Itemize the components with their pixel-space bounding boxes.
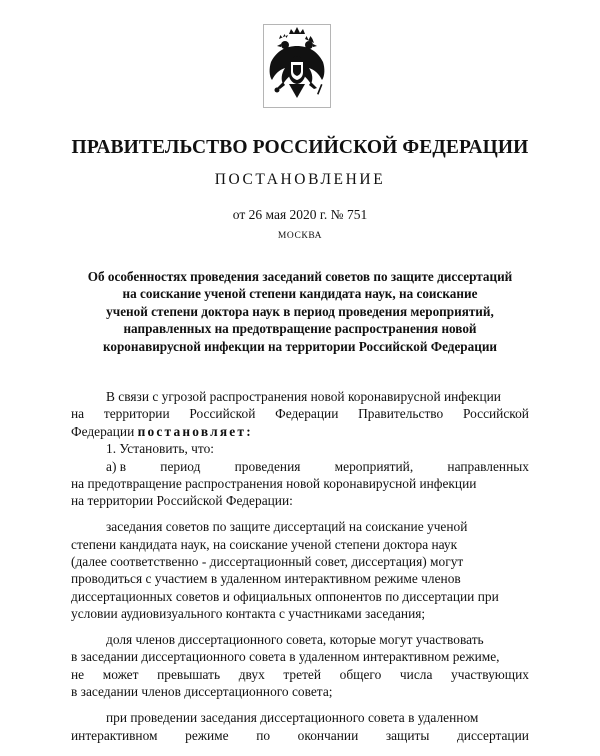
- word: участвующих: [451, 666, 529, 682]
- body-line: [71, 423, 529, 440]
- body-line: в заседании диссертационного совета в удаленном интерактивном режиме,: [71, 649, 500, 665]
- government-name: ПРАВИТЕЛЬСТВО РОССИЙСКОЙ ФЕДЕРАЦИИ: [71, 137, 529, 158]
- word: диссертации: [456, 727, 529, 743]
- body-line: при проведении заседания диссертационного совета в удаленном: [106, 710, 479, 726]
- word: окончании: [297, 727, 359, 743]
- body-line: заседания советов по защите диссертаций на соискание ученой: [106, 519, 468, 535]
- document-date-number: от 26 мая 2020 г. № 751: [232, 207, 368, 222]
- word: на: [71, 406, 85, 422]
- body-line: В связи с угрозой распространения новой коронавирусной инфекции: [106, 389, 501, 404]
- word: территории: [103, 406, 170, 422]
- body-text: Федерации: [71, 423, 138, 439]
- title-line: Об особенностях проведения заседаний советов по защите диссертаций: [87, 269, 513, 284]
- word: превышать: [157, 666, 221, 682]
- document-body: [71, 388, 529, 744]
- title-line: на соискание ученой степени кандидата наук, на соискание: [122, 286, 478, 302]
- word: режиме: [185, 727, 229, 743]
- body-line-justified: [71, 666, 529, 683]
- document-city: МОСКВА: [277, 231, 323, 241]
- body-line: (далее соответственно - диссертационный совет, диссертация) могут: [71, 554, 464, 570]
- word: интерактивном: [71, 727, 158, 743]
- body-line: на предотвращение распространения новой коронавирусной инфекции: [71, 475, 477, 491]
- russian-coat-of-arms-icon: [263, 24, 331, 108]
- word: Федерации: [275, 406, 339, 422]
- word: по: [256, 727, 271, 743]
- word: Российской: [462, 406, 529, 422]
- body-line: степени кандидата наук, на соискание ученой степени доктора наук: [71, 536, 458, 552]
- decree-keyword: постановляет:: [137, 423, 253, 439]
- word: третей: [283, 666, 322, 682]
- word: может: [102, 666, 139, 682]
- document-title: [60, 268, 540, 355]
- document-type: ПОСТАНОВЛЕНИЕ: [214, 171, 386, 188]
- body-line: диссертационных советов и официальных оппонентов по диссертации при: [71, 588, 499, 604]
- title-line: ученой степени доктора наук в период проведения мероприятий,: [106, 303, 494, 319]
- word: защиты: [385, 727, 430, 743]
- body-line: на территории Российской Федерации:: [71, 493, 293, 509]
- word: период: [160, 458, 201, 474]
- word: не: [71, 666, 85, 682]
- word: мероприятий,: [334, 458, 414, 474]
- body-line: доля членов диссертационного совета, которые могут участвовать: [106, 632, 484, 648]
- word: а) в: [106, 458, 127, 474]
- body-line: проводиться с участием в удаленном интерактивном режиме членов: [71, 571, 461, 587]
- word: Российской: [189, 406, 256, 422]
- word: двух: [238, 666, 265, 682]
- title-line: коронавирусной инфекции на территории Российской Федерации: [102, 338, 498, 354]
- title-line: направленных на предотвращение распространения новой: [123, 321, 477, 337]
- body-line: 1. Установить, что:: [106, 441, 214, 457]
- word: общего: [339, 666, 382, 682]
- word: проведения: [234, 458, 301, 474]
- word: числа: [399, 666, 433, 682]
- body-line-justified: [71, 458, 529, 475]
- emblem: [263, 24, 331, 108]
- body-line: в заседании членов диссертационного совета;: [71, 684, 333, 700]
- body-line: условии аудиовизуального контакта с участниками заседания;: [71, 606, 426, 622]
- body-line-justified: [71, 727, 529, 744]
- body-line-justified: [71, 405, 529, 422]
- word: Правительство: [358, 406, 444, 422]
- word: направленных: [447, 458, 529, 474]
